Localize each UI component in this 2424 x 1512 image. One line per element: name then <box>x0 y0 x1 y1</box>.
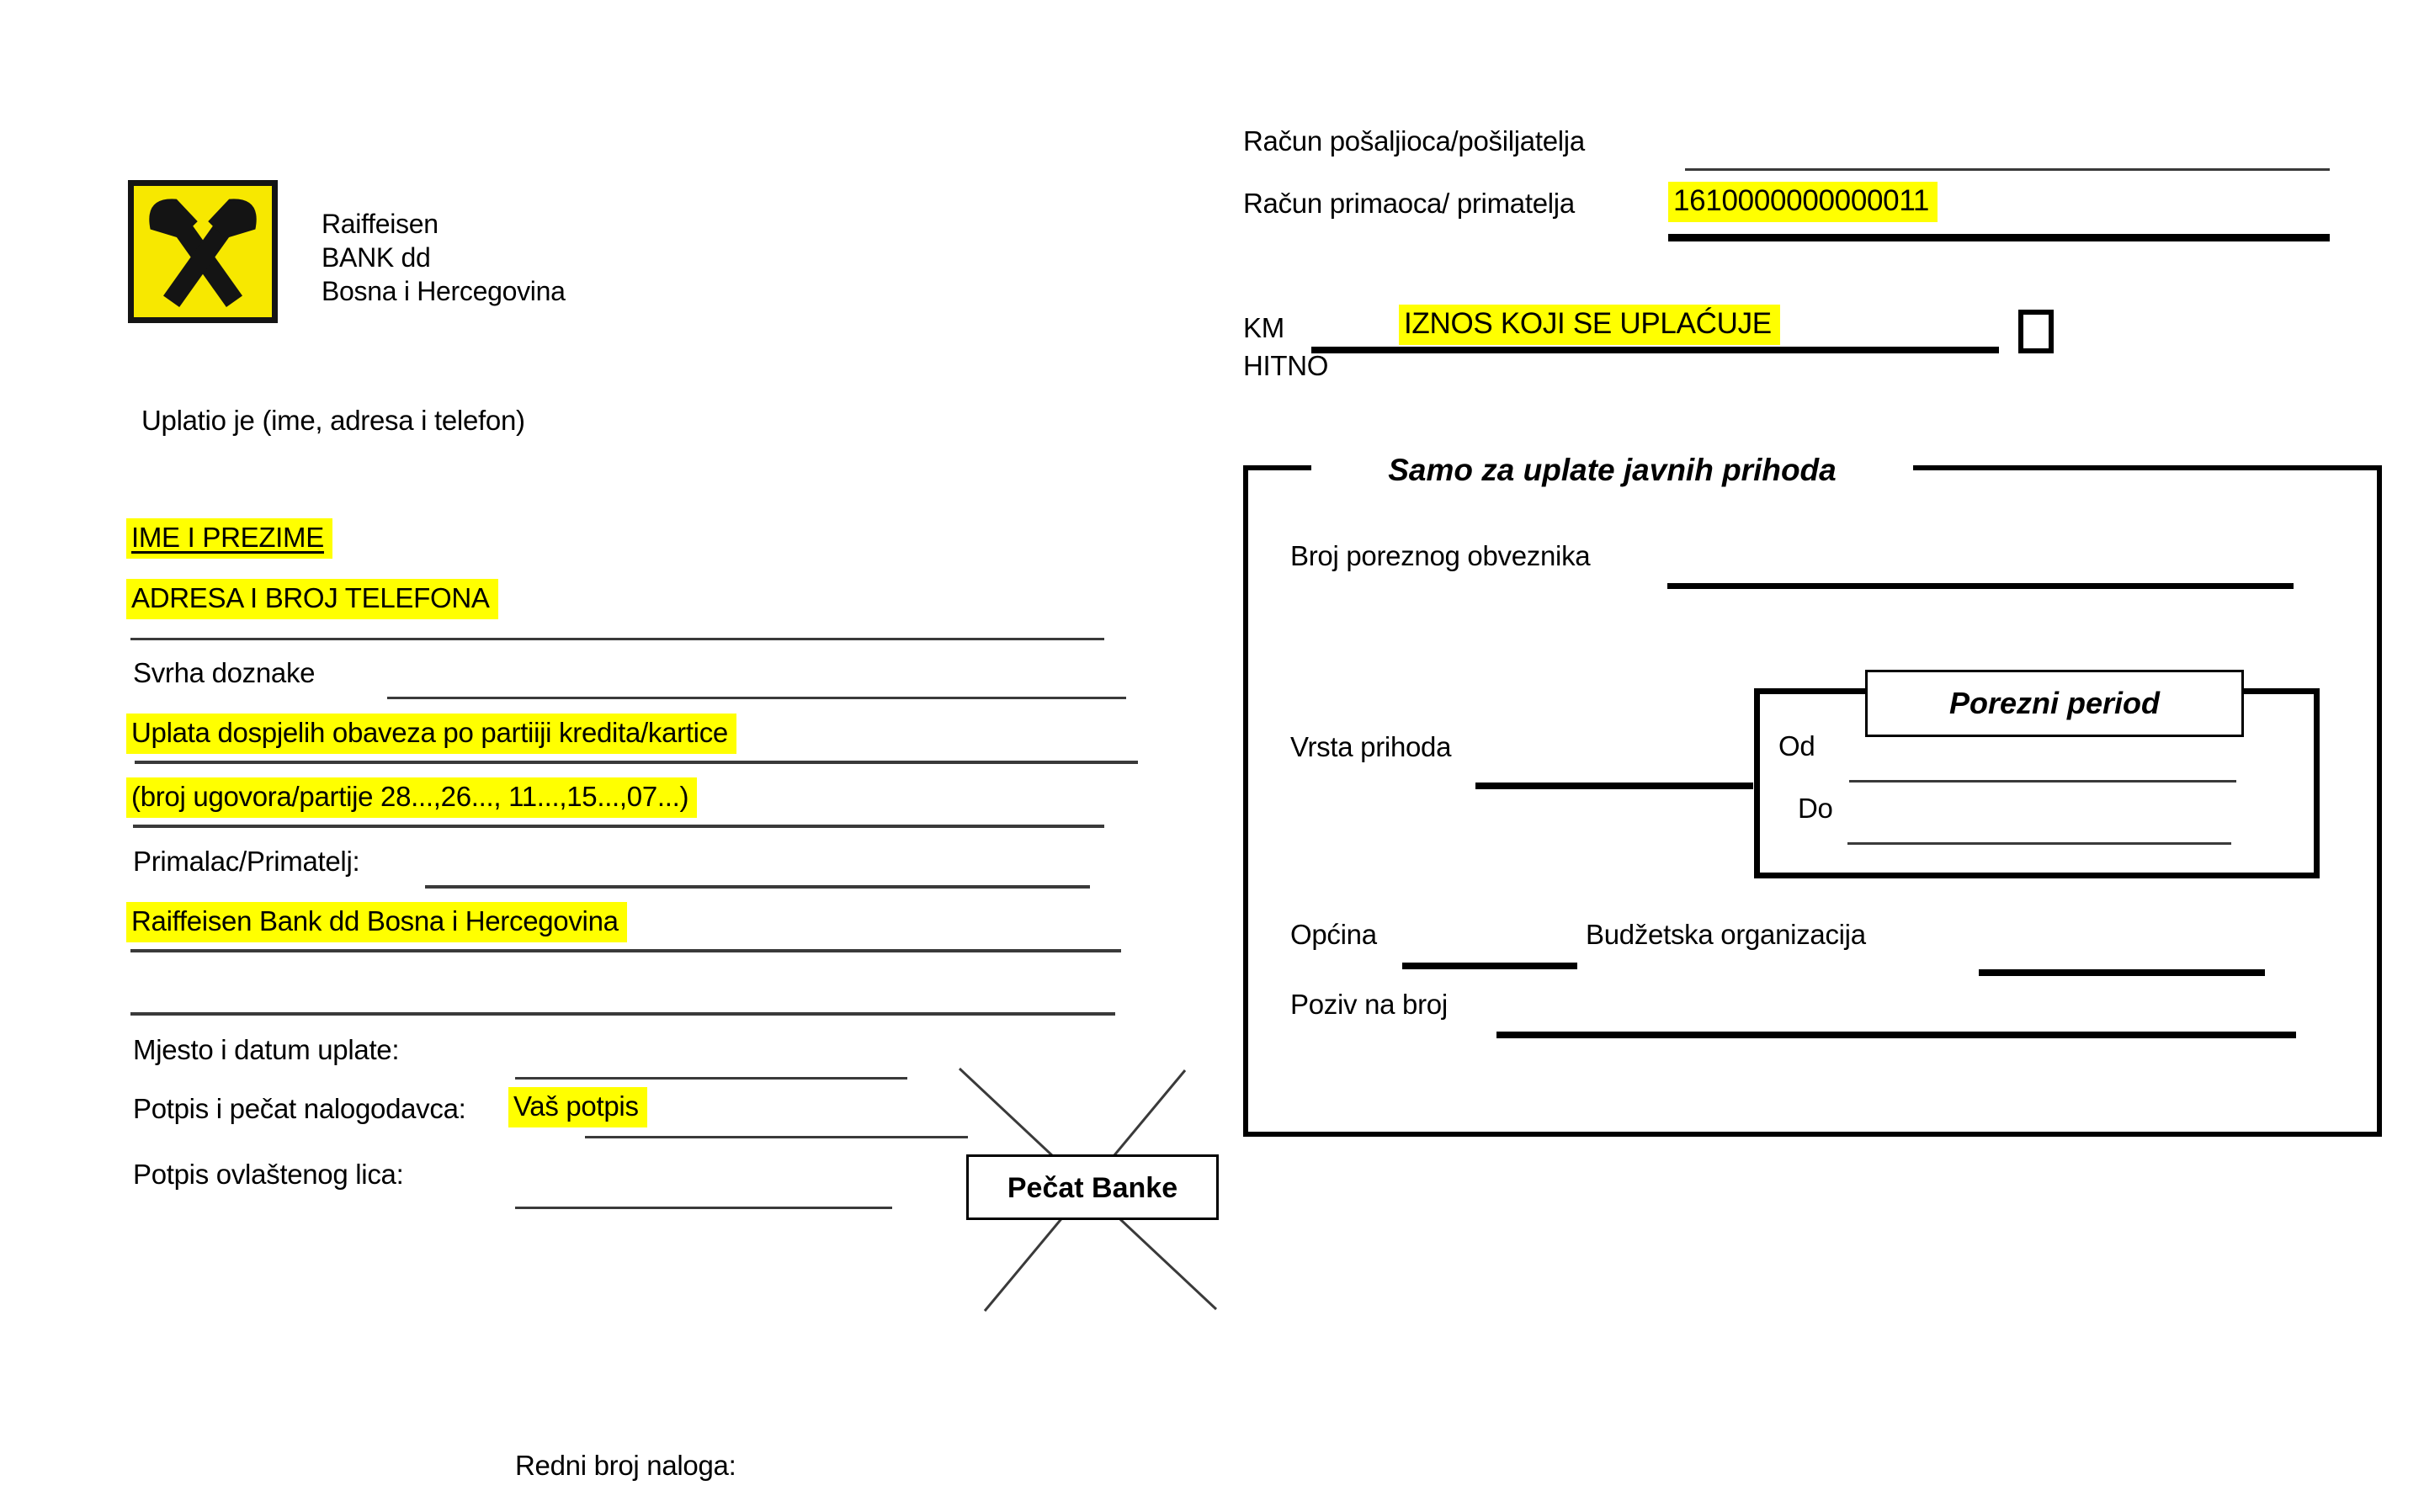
bank-name-block <box>322 207 566 308</box>
bank-stamp-box <box>966 1154 1219 1220</box>
reference-number-label: Poziv na broj <box>1290 989 1448 1020</box>
recipient-account-label: Račun primaoca/ primatelja <box>1243 188 1575 219</box>
amount-field[interactable] <box>1399 305 1780 345</box>
purpose-detail-field[interactable] <box>126 777 697 818</box>
budget-org-line[interactable] <box>1979 969 2265 976</box>
recipient-value-field[interactable] <box>126 902 627 942</box>
tax-period-title: Porezni period <box>1948 686 2161 720</box>
tax-period-title-box <box>1865 670 2244 737</box>
recipient-line[interactable] <box>425 885 1090 889</box>
purpose-line[interactable] <box>387 697 1126 699</box>
authorized-signature-line[interactable] <box>515 1207 892 1209</box>
raiffeisen-logo <box>128 180 278 323</box>
purpose-value[interactable]: Uplata dospjelih obaveza po partiiji kredita/kartice <box>126 714 736 754</box>
purpose-line-3[interactable] <box>133 825 1104 828</box>
recipient-account-value[interactable]: 1610000000000011 <box>1668 182 1938 222</box>
recipient-account-field[interactable] <box>1668 182 1938 222</box>
bank-name-line1: Raiffeisen <box>322 209 439 239</box>
payer-address-field[interactable] <box>126 579 498 619</box>
payer-address-line[interactable] <box>130 638 1104 640</box>
income-type-label: Vrsta prihoda <box>1290 731 1452 762</box>
purpose-label: Svrha doznake <box>133 657 316 688</box>
place-date-label: Mjesto i datum uplate: <box>133 1034 400 1065</box>
orderer-signature-label: Potpis i pečat nalogodavca: <box>133 1093 466 1124</box>
place-date-line[interactable] <box>515 1077 907 1080</box>
orderer-signature-line[interactable] <box>585 1136 968 1138</box>
orderer-signature-field[interactable] <box>508 1087 647 1127</box>
payer-name-value[interactable]: IME I PREZIME <box>126 518 332 559</box>
payer-name-field[interactable] <box>126 518 332 559</box>
tax-period-to-label: Do <box>1798 793 1833 824</box>
budget-org-label: Budžetska organizacija <box>1586 919 1866 950</box>
bank-name-line3: Bosna i Hercegovina <box>322 276 566 306</box>
urgent-label: HITNO <box>1243 350 1329 381</box>
amount-line[interactable] <box>1311 347 1999 353</box>
tax-period-to-line[interactable] <box>1847 842 2231 845</box>
reference-number-line[interactable] <box>1496 1032 2296 1038</box>
purpose-line-2[interactable] <box>135 761 1138 764</box>
recipient-line-3[interactable] <box>130 1012 1115 1016</box>
taxpayer-number-label: Broj poreznog obveznika <box>1290 540 1591 571</box>
income-type-line[interactable] <box>1475 783 1753 789</box>
sender-account-label: Račun pošaljioca/pošiljatelja <box>1243 125 1585 157</box>
public-revenue-title: Samo za uplate javnih prihoda <box>1311 445 1913 496</box>
payer-label: Uplatio je (ime, adresa i telefon) <box>141 405 525 436</box>
sender-account-line[interactable] <box>1685 168 2330 171</box>
recipient-line-2[interactable] <box>130 949 1121 952</box>
order-number-label: Redni broj naloga: <box>515 1450 736 1481</box>
tax-period-from-label: Od <box>1778 730 1815 761</box>
currency-label: KM <box>1243 312 1284 343</box>
taxpayer-number-line[interactable] <box>1667 583 2294 589</box>
public-revenue-box <box>1243 453 2382 1137</box>
authorized-signature-label: Potpis ovlaštenog lica: <box>133 1159 404 1190</box>
payer-address-value[interactable]: ADRESA I BROJ TELEFONA <box>126 579 498 619</box>
municipality-label: Općina <box>1290 919 1377 950</box>
bank-name-line2: BANK dd <box>322 242 431 273</box>
tax-period-from-line[interactable] <box>1849 780 2236 783</box>
urgent-checkbox[interactable] <box>2018 310 2054 353</box>
municipality-line[interactable] <box>1402 963 1577 969</box>
recipient-label: Primalac/Primatelj: <box>133 846 360 877</box>
bank-stamp-label: Pečat Banke <box>1007 1172 1178 1204</box>
raiffeisen-gable-cross-icon <box>134 186 272 317</box>
purpose-detail-value[interactable]: (broj ugovora/partije 28...,26..., 11...,15...,07...) <box>126 777 697 818</box>
orderer-signature-value[interactable]: Vaš potpis <box>508 1087 647 1127</box>
amount-value[interactable]: IZNOS KOJI SE UPLAĆUJE <box>1399 305 1780 345</box>
purpose-value-field[interactable] <box>126 714 736 754</box>
recipient-value[interactable]: Raiffeisen Bank dd Bosna i Hercegovina <box>126 902 627 942</box>
recipient-account-line[interactable] <box>1668 234 2330 241</box>
